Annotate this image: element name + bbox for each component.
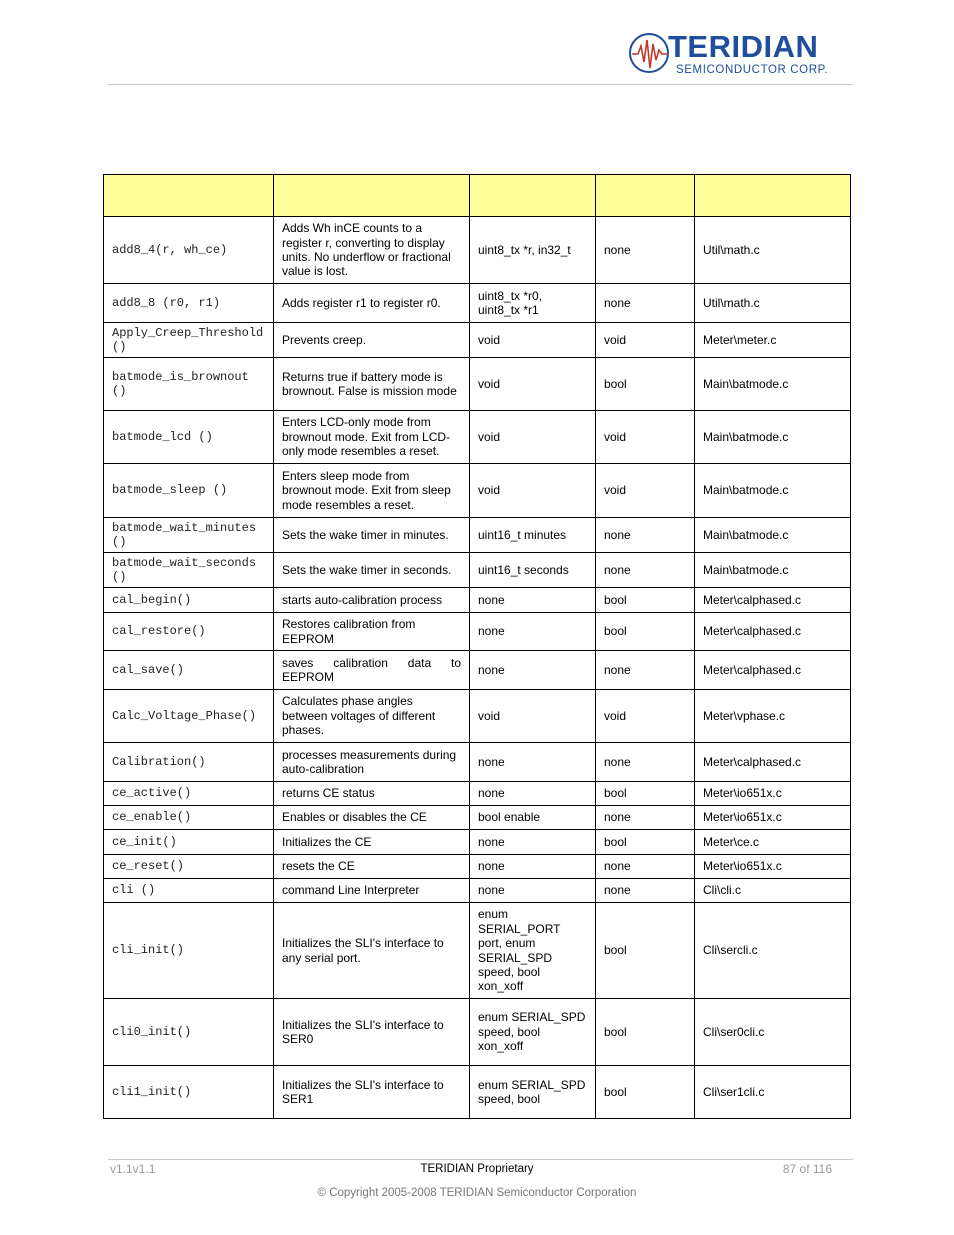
cell-file: Meter\io651x.c [695, 782, 851, 806]
cell-function: ce_active() [104, 782, 274, 806]
cell-function: Calc_Voltage_Phase() [104, 690, 274, 743]
header-cell-file [695, 175, 851, 217]
header-cell-return [596, 175, 695, 217]
table-row [104, 411, 851, 464]
logo-wordmark: TERIDIAN [668, 29, 819, 64]
cell-file: Util\math.c [695, 217, 851, 284]
cell-arguments: none [470, 855, 596, 879]
table-row [104, 284, 851, 323]
cell-description: Calculates phase angles between voltages of different phases. [274, 690, 470, 743]
cell-function: Apply_Creep_Threshold() [104, 323, 274, 358]
cell-function: cal_restore() [104, 613, 274, 651]
cell-description: returns CE status [274, 782, 470, 806]
table-row [104, 518, 851, 553]
teridian-logo [628, 30, 833, 80]
cell-return: bool [596, 903, 695, 999]
table-row [104, 999, 851, 1066]
footer-divider [108, 1159, 853, 1160]
table-row [104, 613, 851, 651]
cell-return: none [596, 284, 695, 323]
cell-file: Meter\calphased.c [695, 743, 851, 782]
footer-version: v1.1v1.1 [110, 1162, 156, 1176]
cell-file: Meter\io651x.c [695, 855, 851, 879]
logo-subtitle: SEMICONDUCTOR CORP. [676, 64, 829, 76]
cell-file: Util\math.c [695, 284, 851, 323]
cell-description: Initializes the SLI's interface to SER0 [274, 999, 470, 1066]
table-row [104, 1066, 851, 1119]
cell-return: none [596, 743, 695, 782]
cell-description: command Line Interpreter [274, 879, 470, 903]
cell-return: bool [596, 613, 695, 651]
cell-file: Meter\calphased.c [695, 588, 851, 613]
cell-return: bool [596, 830, 695, 855]
cell-file: Cli\ser1cli.c [695, 1066, 851, 1119]
cell-function: cal_save() [104, 651, 274, 690]
table-row [104, 588, 851, 613]
cell-description: Restores calibration from EEPROM [274, 613, 470, 651]
cell-arguments: bool enable [470, 806, 596, 830]
cell-return: void [596, 464, 695, 518]
cell-return: bool [596, 588, 695, 613]
cell-description: Enters sleep mode from brownout mode. Exit from sleep mode resembles a reset. [274, 464, 470, 518]
cell-return: void [596, 690, 695, 743]
cell-function: batmode_is_brownout () [104, 358, 274, 411]
header-cell-arguments [470, 175, 596, 217]
cell-file: Main\batmode.c [695, 411, 851, 464]
cell-description: Adds register r1 to register r0. [274, 284, 470, 323]
cell-function: batmode_sleep () [104, 464, 274, 518]
cell-file: Meter\calphased.c [695, 613, 851, 651]
cell-description: Enters LCD-only mode from brownout mode. Exit from LCD-only mode resembles a reset. [274, 411, 470, 464]
cell-arguments: uint8_tx *r, in32_t [470, 217, 596, 284]
cell-file: Meter\vphase.c [695, 690, 851, 743]
cell-function: cli0_init() [104, 999, 274, 1066]
cell-description: Sets the wake timer in seconds. [274, 553, 470, 588]
header-divider [108, 84, 853, 85]
table-row [104, 464, 851, 518]
table-row [104, 903, 851, 999]
table-row [104, 855, 851, 879]
table-row [104, 323, 851, 358]
footer-copyright: © Copyright 2005-2008 TERIDIAN Semiconductor Corporation [317, 1187, 637, 1199]
cell-arguments: uint8_tx *r0, uint8_tx *r1 [470, 284, 596, 323]
cell-description: Initializes the SLI's interface to any serial port. [274, 903, 470, 999]
cell-arguments: enum SERIAL_SPD speed, bool xon_xoff [470, 999, 596, 1066]
cell-arguments: none [470, 651, 596, 690]
table-row [104, 782, 851, 806]
cell-return: none [596, 879, 695, 903]
cell-return: none [596, 651, 695, 690]
cell-function: ce_init() [104, 830, 274, 855]
table-row [104, 651, 851, 690]
table-row [104, 358, 851, 411]
cell-return: bool [596, 358, 695, 411]
cell-description: Enables or disables the CE [274, 806, 470, 830]
cell-arguments: void [470, 464, 596, 518]
cell-description: starts auto-calibration process [274, 588, 470, 613]
cell-arguments: none [470, 588, 596, 613]
cell-file: Meter\calphased.c [695, 651, 851, 690]
cell-file: Main\batmode.c [695, 358, 851, 411]
cell-file: Cli\sercli.c [695, 903, 851, 999]
cell-arguments: uint16_t seconds [470, 553, 596, 588]
cell-arguments: enum SERIAL_PORT port, enum SERIAL_SPD speed, bool xon_xoff [470, 903, 596, 999]
cell-return: bool [596, 1066, 695, 1119]
cell-arguments: enum SERIAL_SPD speed, bool [470, 1066, 596, 1119]
cell-function: add8_8 (r0, r1) [104, 284, 274, 323]
footer-proprietary: TERIDIAN Proprietary [420, 1163, 534, 1175]
cell-return: void [596, 411, 695, 464]
cell-description: Adds Wh inCE counts to a register r, converting to display units. No underflow or fractional value is lost. [274, 217, 470, 284]
cell-return: none [596, 518, 695, 553]
cell-file: Cli\cli.c [695, 879, 851, 903]
cell-return: none [596, 217, 695, 284]
table-row [104, 217, 851, 284]
cell-function: cli () [104, 879, 274, 903]
cell-function: cli_init() [104, 903, 274, 999]
cell-file: Meter\meter.c [695, 323, 851, 358]
logo-waveform-icon [628, 32, 672, 76]
cell-function: ce_enable() [104, 806, 274, 830]
function-table [103, 174, 851, 1119]
cell-description: processes measurements during auto-calibration [274, 743, 470, 782]
table-row [104, 690, 851, 743]
cell-function: cli1_init() [104, 1066, 274, 1119]
cell-return: none [596, 855, 695, 879]
cell-description: resets the CE [274, 855, 470, 879]
cell-file: Main\batmode.c [695, 464, 851, 518]
cell-arguments: void [470, 690, 596, 743]
cell-arguments: uint16_t minutes [470, 518, 596, 553]
footer-page-number: 87 of 116 [782, 1162, 832, 1176]
cell-return: void [596, 323, 695, 358]
cell-description: Initializes the SLI's interface to SER1 [274, 1066, 470, 1119]
cell-arguments: none [470, 782, 596, 806]
cell-function: batmode_lcd () [104, 411, 274, 464]
cell-function: batmode_wait_seconds () [104, 553, 274, 588]
cell-file: Cli\ser0cli.c [695, 999, 851, 1066]
header-cell-description [274, 175, 470, 217]
header-cell-function [104, 175, 274, 217]
cell-description: saves calibration data to EEPROM [274, 651, 470, 690]
table-row [104, 806, 851, 830]
cell-function: batmode_wait_minutes () [104, 518, 274, 553]
cell-file: Main\batmode.c [695, 518, 851, 553]
cell-arguments: none [470, 743, 596, 782]
cell-description: Returns true if battery mode is brownout. False is mission mode [274, 358, 470, 411]
cell-description: Prevents creep. [274, 323, 470, 358]
cell-return: bool [596, 999, 695, 1066]
cell-arguments: none [470, 879, 596, 903]
cell-return: none [596, 553, 695, 588]
cell-description: Initializes the CE [274, 830, 470, 855]
table-row [104, 743, 851, 782]
cell-return: none [596, 806, 695, 830]
cell-arguments: none [470, 613, 596, 651]
cell-function: ce_reset() [104, 855, 274, 879]
cell-arguments: none [470, 830, 596, 855]
cell-function: Calibration() [104, 743, 274, 782]
table-header-row [104, 175, 851, 217]
cell-function: cal_begin() [104, 588, 274, 613]
cell-description: Sets the wake timer in minutes. [274, 518, 470, 553]
table-row [104, 879, 851, 903]
cell-arguments: void [470, 323, 596, 358]
cell-function: add8_4(r, wh_ce) [104, 217, 274, 284]
table-row [104, 553, 851, 588]
cell-file: Meter\ce.c [695, 830, 851, 855]
table-row [104, 830, 851, 855]
cell-arguments: void [470, 358, 596, 411]
cell-arguments: void [470, 411, 596, 464]
cell-file: Main\batmode.c [695, 553, 851, 588]
cell-file: Meter\io651x.c [695, 806, 851, 830]
cell-return: bool [596, 782, 695, 806]
